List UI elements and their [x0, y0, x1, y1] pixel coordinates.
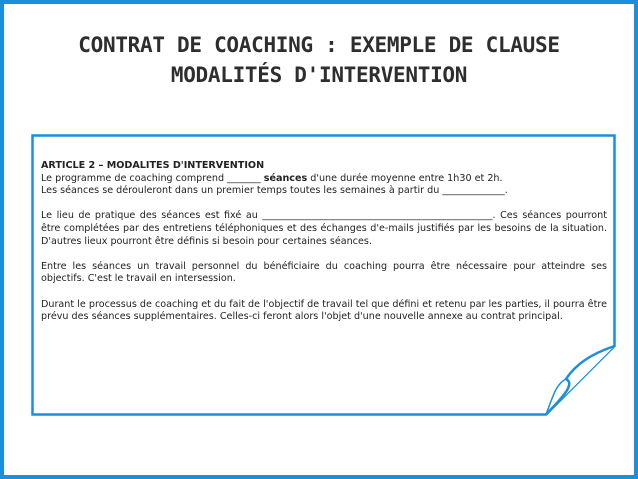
article-text — [41, 160, 607, 336]
paragraph-location: Le lieu de pratique des séances est fixé au ________________________________________________. Ces séances pourront être complétées par des entretiens téléphoniques et des échanges d'e-mails justifiés par les besoins de la situation. D'autres lieux pourront être définis si besoin pour certaines séances. — [41, 210, 607, 247]
paragraph-additional-sessions: Durant le processus de coaching et du fait de l'objectif de travail tel que défini et retenu par les parties, il pourra être prévu des séances supplémentaires. Celles-ci feront alors l'objet d'une nouvelle annexe au contrat principal. — [41, 298, 607, 323]
p1-bold: séances — [263, 172, 308, 184]
title-line-2: MODALITÉS D'INTERVENTION — [170, 63, 468, 87]
paragraph-sessions — [41, 173, 607, 198]
p1-line-2: Les séances se dérouleront dans un premier temps toutes les semaines à partir du _____________. — [41, 185, 508, 197]
title-line-1: CONTRAT DE COACHING : EXEMPLE DE CLAUSE — [78, 33, 560, 57]
p1-text-a: Le programme de coaching comprend _______ — [41, 172, 264, 184]
slide-title — [4, 30, 634, 90]
article-heading: ARTICLE 2 – MODALITES D'INTERVENTION — [41, 160, 265, 171]
p1-text-b: d'une durée moyenne entre 1h30 et 2h. — [307, 172, 503, 184]
paragraph-intersession: Entre les séances un travail personnel du bénéficiaire du coaching pourra être nécessaire pour atteindre ses objectifs. C'est le travail en intersession. — [41, 260, 607, 285]
